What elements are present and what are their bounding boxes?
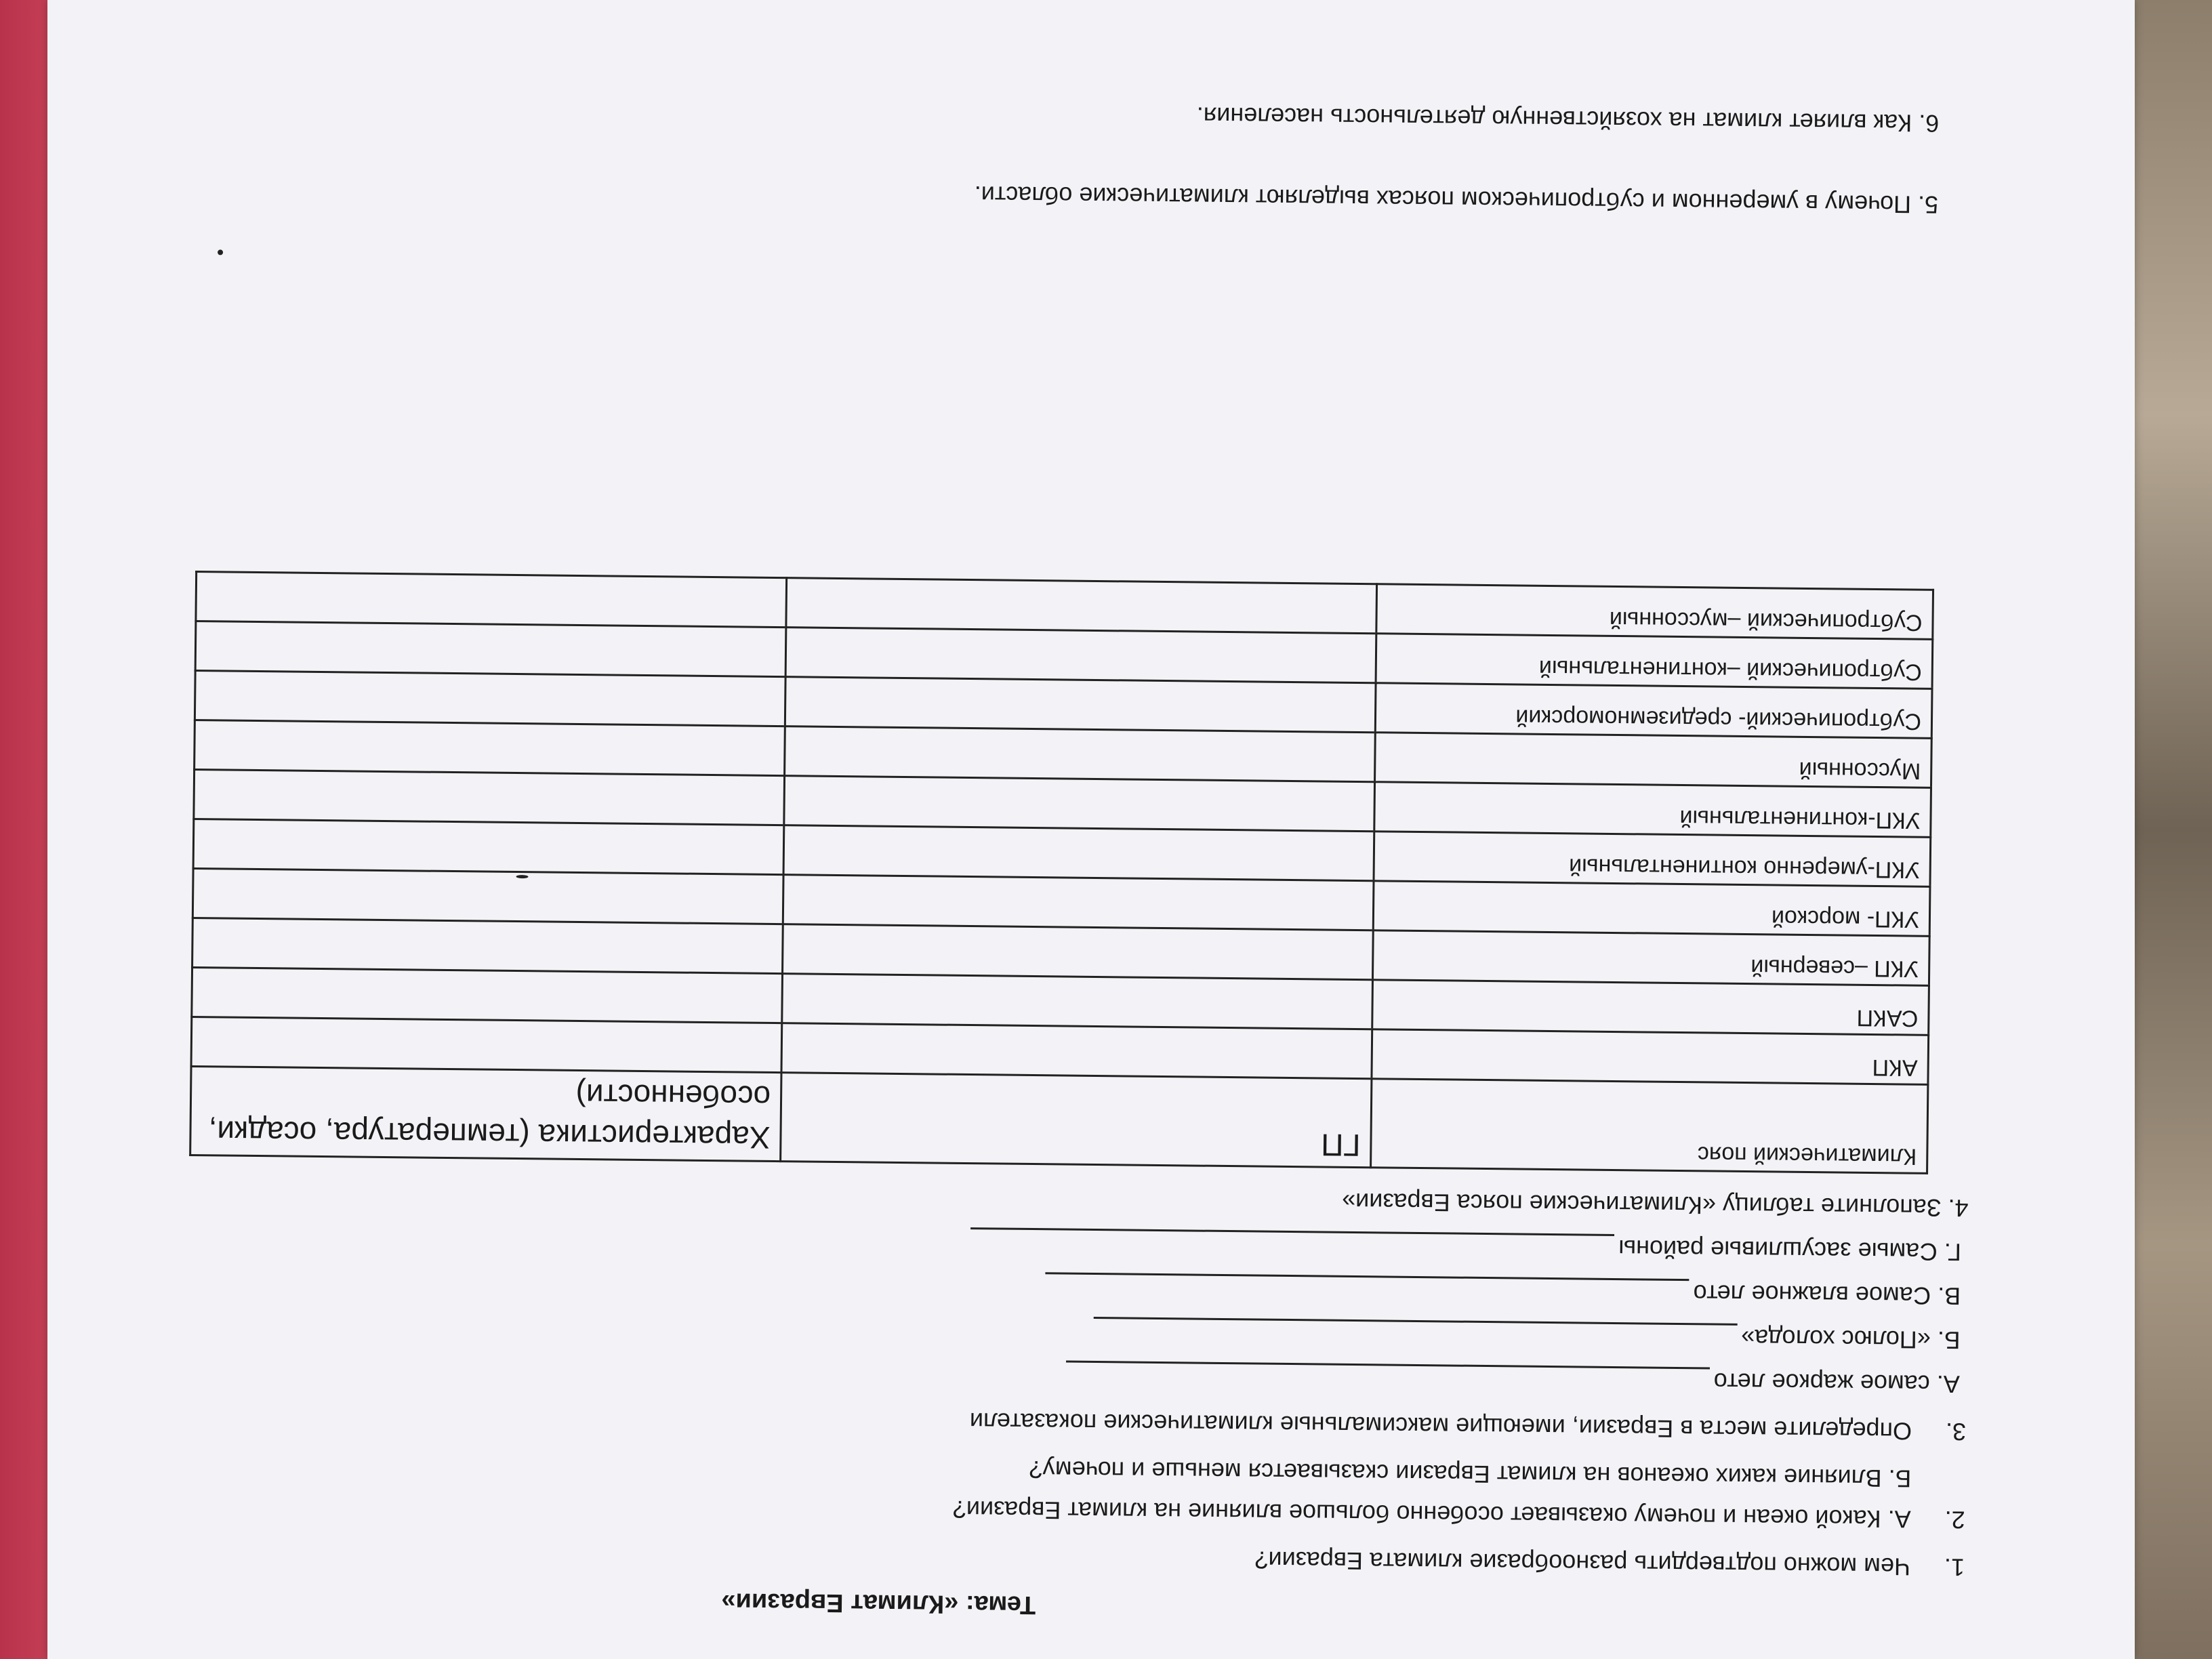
gp-cell[interactable]: [783, 825, 1374, 881]
characteristics-cell[interactable]: [194, 720, 785, 776]
header-gp: ГП: [781, 1073, 1372, 1168]
answer-label: Б. «Полюс холода»: [1740, 1324, 1961, 1355]
question-text: А. Какой океан и почему оказывает особенно большое влияние на климат Евразии?: [952, 1495, 1911, 1534]
question-text: Чем можно подтвердить разнообразие климата Евразии?: [1254, 1546, 1911, 1581]
gp-cell[interactable]: [783, 875, 1374, 930]
characteristics-cell[interactable]: [194, 671, 785, 726]
belt-name: Субтропический –муссонный: [1376, 584, 1933, 640]
question-1: [1254, 1545, 1965, 1581]
belt-name: Муссонный: [1375, 733, 1932, 788]
header-belt: Климатический пояс: [1371, 1079, 1928, 1174]
table-header-row: [190, 1067, 1928, 1174]
question-2b: [1029, 1455, 1911, 1493]
belt-name: УКП- морской: [1373, 881, 1930, 937]
belt-name: УКП –северный: [1372, 930, 1929, 986]
pen-dot: [218, 249, 223, 255]
gp-cell[interactable]: [781, 1023, 1372, 1079]
belt-name: САКП: [1372, 980, 1929, 1036]
gp-cell[interactable]: [785, 726, 1376, 782]
question-number: 1.: [1944, 1553, 1965, 1582]
worksheet-paper: [47, 0, 2135, 1659]
answer-label: Г. Самые засушливые районы: [1618, 1235, 1962, 1267]
worksheet-content: [175, 65, 2021, 1629]
worksheet-topic: Тема: «Климат Евразии»: [721, 1587, 1036, 1620]
fabric-edge: [2131, 0, 2212, 1659]
task-4-title: 4. Заполните таблицу «Климатические пояса Евразии»: [1341, 1187, 1969, 1223]
header-characteristics: Характеристика (температура, осадки, особенности): [190, 1067, 781, 1162]
gp-cell[interactable]: [786, 578, 1377, 634]
answer-line[interactable]: [1046, 1272, 1689, 1301]
question-text: Определите места в Евразии, имеющие максимальные климатические показатели: [969, 1408, 1912, 1446]
characteristics-cell[interactable]: [193, 819, 784, 875]
question-3d: [970, 1227, 1961, 1266]
answer-label: В. Самое влажное лето: [1693, 1279, 1961, 1311]
question-3b: [1093, 1317, 1961, 1354]
climate-belts-table: [189, 571, 1934, 1174]
belt-name: УКП-континентальный: [1374, 782, 1931, 838]
gp-cell[interactable]: [785, 677, 1376, 733]
characteristics-cell[interactable]: [192, 869, 783, 924]
characteristics-cell[interactable]: [192, 918, 783, 974]
characteristics-cell[interactable]: [196, 572, 787, 628]
question-3c: [1045, 1272, 1961, 1310]
belt-name: УКП-умеренно континентальный: [1374, 832, 1931, 887]
question-2a: [953, 1495, 1965, 1534]
gp-cell[interactable]: [785, 628, 1376, 683]
question-3a: [1066, 1361, 1960, 1399]
question-5: 5. Почему в умеренном и субтропическом поясах выделяют климатические области.: [974, 181, 1939, 219]
characteristics-cell[interactable]: [192, 968, 783, 1023]
gp-cell[interactable]: [784, 776, 1375, 832]
belt-name: Субтропический –континентальный: [1376, 634, 1933, 689]
question-number: 2.: [1944, 1506, 1965, 1534]
characteristics-cell[interactable]: [195, 621, 786, 677]
belt-name: АКП: [1372, 1029, 1929, 1085]
answer-line[interactable]: [1066, 1361, 1710, 1390]
answer-line[interactable]: [1093, 1317, 1737, 1346]
pen-mark: [516, 875, 528, 878]
question-3: [970, 1407, 1967, 1446]
question-6: 6. Как влияет климат на хозяйственную деятельность населения.: [1196, 102, 1940, 138]
question-text: Б. Влияние каких океанов на климат Евразии сказывается меньше и почему?: [1029, 1455, 1912, 1493]
gp-cell[interactable]: [783, 924, 1374, 980]
gp-cell[interactable]: [782, 974, 1373, 1029]
answer-label: А. самое жаркое лето: [1713, 1368, 1960, 1399]
answer-line[interactable]: [970, 1227, 1614, 1256]
characteristics-cell[interactable]: [194, 770, 785, 825]
characteristics-cell[interactable]: [191, 1017, 782, 1073]
belt-name: Субтропический- средиземноморский: [1375, 683, 1932, 739]
question-number: 3.: [1945, 1418, 1967, 1446]
